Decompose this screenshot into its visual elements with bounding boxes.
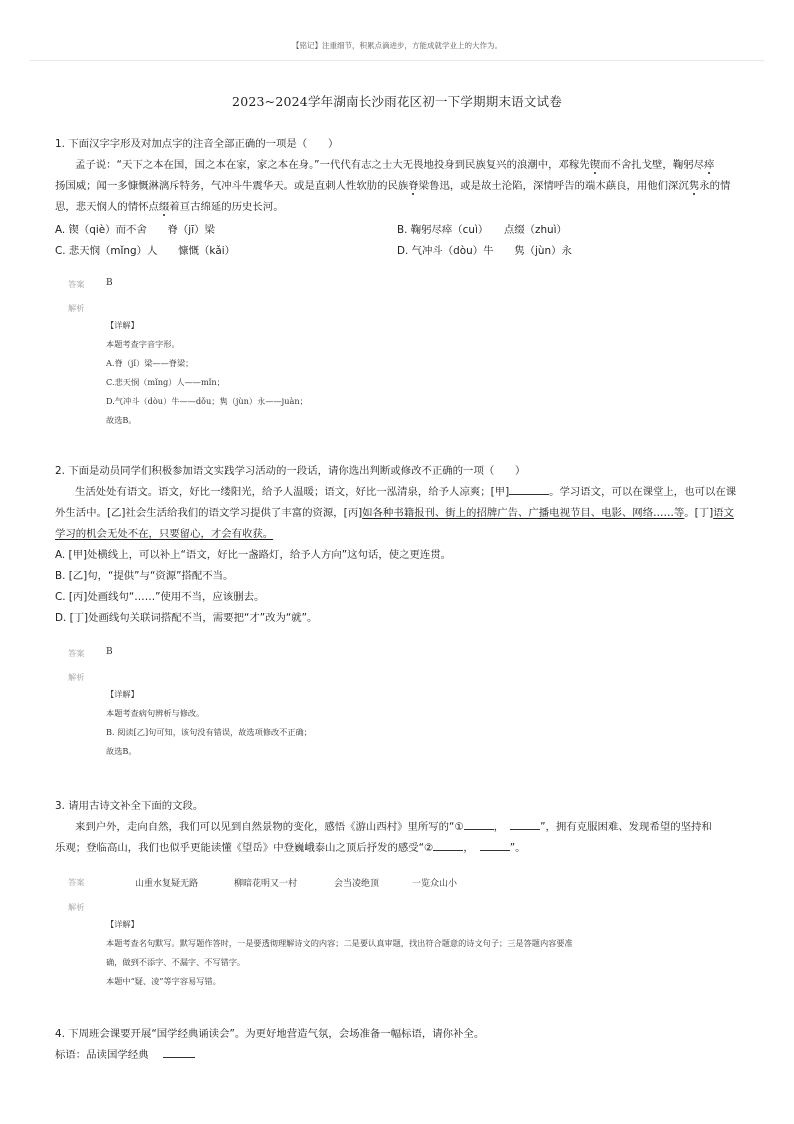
q3-analysis-label: 解析: [68, 902, 85, 912]
q1-p2: 扬国威；闻一多慷慨淋漓斥特务，气冲斗牛震华天。或是直刺人性软肋的民族: [55, 180, 409, 192]
q3-solution-heading: 【详解】: [106, 919, 139, 929]
q1-solution-line: 本题考查字音字形。: [106, 339, 180, 349]
q3-answer-4: 一览众山小: [412, 879, 458, 889]
q1-dot-char-2: 瘁: [704, 159, 715, 171]
q2-stem: 2. 下面是动员同学们积极参加语文实践学习活动的一段话，请你选出判断或修改不正确的一项（ ）: [55, 465, 526, 477]
q3-answer-3: 会当凌绝顶: [334, 879, 380, 889]
q1-dot-char-5: 缀: [158, 201, 170, 213]
q3-answer-label: 答案: [68, 877, 85, 887]
q2-answer-label: 答案: [68, 648, 85, 658]
q1-option-d[interactable]: D. 气冲斗（dòu）牛 隽（jùn）永: [397, 245, 572, 257]
q1-p2c: 永的情: [699, 180, 731, 192]
q3-answer-2: 柳暗花明又一村: [234, 879, 298, 889]
q2-analysis-label: 解析: [68, 672, 85, 682]
q4-blank[interactable]: [163, 1045, 195, 1058]
q2-solution-line: 故选B。: [106, 746, 137, 756]
q3-l2c: ”。: [509, 842, 526, 854]
q3-l1a: 来到户外，走向自然，我们可以见到自然景物的变化，感悟《游山西村》里所写的“①: [75, 821, 464, 833]
q1-p2b: 梁鲁迅，或是故土沦陷，深情呼告的端木蕻良，用他们深沉: [418, 180, 689, 192]
q2-l2b: 。[丁]: [684, 507, 714, 519]
q3-solution-line: 本题考查名句默写。默写题作答时，一是要透彻理解诗文的内容；二是要认真审题，找出符合题意的诗文句子；三是答题内容要准: [106, 938, 573, 948]
q1-passage-line3: [55, 197, 284, 219]
q2-l1a: 生活处处有语文。语文，好比一缕阳光，给予人温暖；语文，好比一泓清泉，给予人凉爽；[甲]: [75, 486, 510, 498]
q4-slogan-label: 标语：品读国学经典: [55, 1049, 149, 1061]
q2-underlined-bing: 如各种书籍报刊、街上的招牌广告、广播电视节目、电影、网络……等: [362, 507, 685, 519]
q3-l2b: ，: [463, 842, 474, 854]
q1-solution-line: 故选B。: [106, 415, 137, 425]
q2-underlined-ding: 语文: [713, 507, 734, 519]
q1-dot-char-3: 脊: [408, 180, 419, 192]
q2-passage-line3: [55, 524, 273, 546]
q2-l2a: 外生活中。[乙]社会生活给我们的语文学习提供了丰富的资源，[丙]: [55, 507, 363, 519]
q3-l2a: 乐观；登临高山，我们也似乎更能读懂《望岳》中登巍峨泰山之顶后抒发的感受“②: [55, 842, 434, 854]
q1-p3b: 着亘古绵延的历史长河。: [169, 201, 284, 213]
header-motto: 【铭记】注重细节，积累点滴进步，方能成就学业上的大作为。: [292, 41, 502, 50]
q1-answer-label: 答案: [68, 279, 85, 289]
q3-l1b: ，: [493, 821, 505, 833]
q1-option-b[interactable]: B. 鞠躬尽瘁（cuì） 点缀（zhuì）: [397, 224, 567, 236]
q2-l1b: 。学习语文，可以在课堂上，也可以在课: [549, 486, 737, 498]
q3-blank-1a[interactable]: [464, 817, 494, 830]
q2-passage-line2: [55, 503, 734, 525]
q3-blank-1b[interactable]: [510, 817, 540, 830]
q3-answer-1: 山重水复疑无路: [135, 879, 199, 889]
q3-blank-2b[interactable]: [480, 838, 510, 851]
q2-option-d[interactable]: D. [丁]处画线句关联词搭配不当，需要把“才”改为“就”。: [55, 612, 318, 624]
q2-blank-jia[interactable]: [509, 482, 549, 495]
q1-p1b: 而不舍扎戈壁，鞠躬尽: [600, 159, 704, 171]
q2-option-b[interactable]: B. [乙]句，“提供”与“资源”搭配不当。: [55, 570, 234, 582]
q2-underlined-ding-cont: 学习的机会无处不在，只要留心，才会有收获。: [55, 528, 274, 540]
q3-solution: [106, 915, 746, 991]
q3-stem: 3. 请用古诗文补全下面的文段。: [55, 800, 204, 812]
q3-passage-line2: [55, 838, 526, 860]
q4-slogan-line: [55, 1045, 195, 1067]
header-divider: [30, 60, 764, 61]
q2-option-a[interactable]: A. [甲]处横线上，可以补上“语文，好比一盏路灯，给予人方向”这句话，使之更连贯。: [55, 549, 452, 561]
q1-stem: 1. 下面汉字字形及对加点字的注音全部正确的一项是（ ）: [55, 138, 339, 150]
q1-solution-line: D.气冲斗（dòu）牛——dǒu；隽（jùn）永——juàn；: [106, 396, 308, 406]
q1-option-a[interactable]: A. 锲（qiè）而不舍 脊（jī）梁: [55, 224, 215, 236]
q1-dot-char-4: 隽: [688, 180, 700, 192]
q1-p1: 孟子说：“天下之本在国，国之本在家，家之本在身。”一代代有志之士大无畏地投身到民族复兴的浪潮中，邓稼先: [75, 159, 590, 171]
q2-solution-line: 本题考查病句辨析与修改。: [106, 708, 205, 718]
q1-answer-value: B: [106, 278, 113, 288]
q2-answer-value: B: [106, 647, 113, 657]
q4-stem: 4. 下周班会课要开展“国学经典诵读会”。为更好地营造气氛，会场准备一幅标语，请你补全。: [55, 1028, 485, 1040]
q2-solution-heading: 【详解】: [106, 689, 139, 699]
q2-solution-line: B. 阅读[乙]句可知，该句没有错误，故选项修改不正确；: [106, 727, 312, 737]
q1-solution-line: A.脊（jǐ）梁——脊梁；: [106, 358, 194, 368]
q1-dot-char-1: 锲: [589, 159, 601, 171]
q3-solution-line: 确，做到不添字、不漏字、不写错字。: [106, 957, 246, 967]
q1-passage-line2: [55, 176, 730, 198]
q3-passage-line1: [75, 817, 712, 839]
q1-solution-heading: 【详解】: [106, 320, 139, 330]
q1-passage-line1: [75, 155, 714, 177]
q1-solution: [106, 316, 746, 430]
q2-passage-line1: [75, 482, 736, 504]
q2-option-c[interactable]: C. [丙]处画线句“……”使用不当，应该删去。: [55, 591, 265, 603]
q1-option-c[interactable]: C. 悲天悯（mǐng）人 慷慨（kǎi）: [55, 245, 236, 257]
q1-analysis-label: 解析: [68, 303, 85, 313]
q3-solution-line: 本题中“疑、凌”等字容易写错。: [106, 976, 221, 986]
q1-p3: 思，悲天悯人的情怀点: [55, 201, 159, 213]
q3-blank-2a[interactable]: [433, 838, 463, 851]
q2-solution: [106, 685, 746, 761]
page-title: 2023~2024学年湖南长沙雨花区初一下学期期末语文试卷: [232, 94, 562, 109]
q1-solution-line: C.悲天悯（mǐng）人——mǐn；: [106, 377, 225, 387]
q3-l1c: ”，拥有克服困难、发现希望的坚持和: [540, 821, 712, 833]
